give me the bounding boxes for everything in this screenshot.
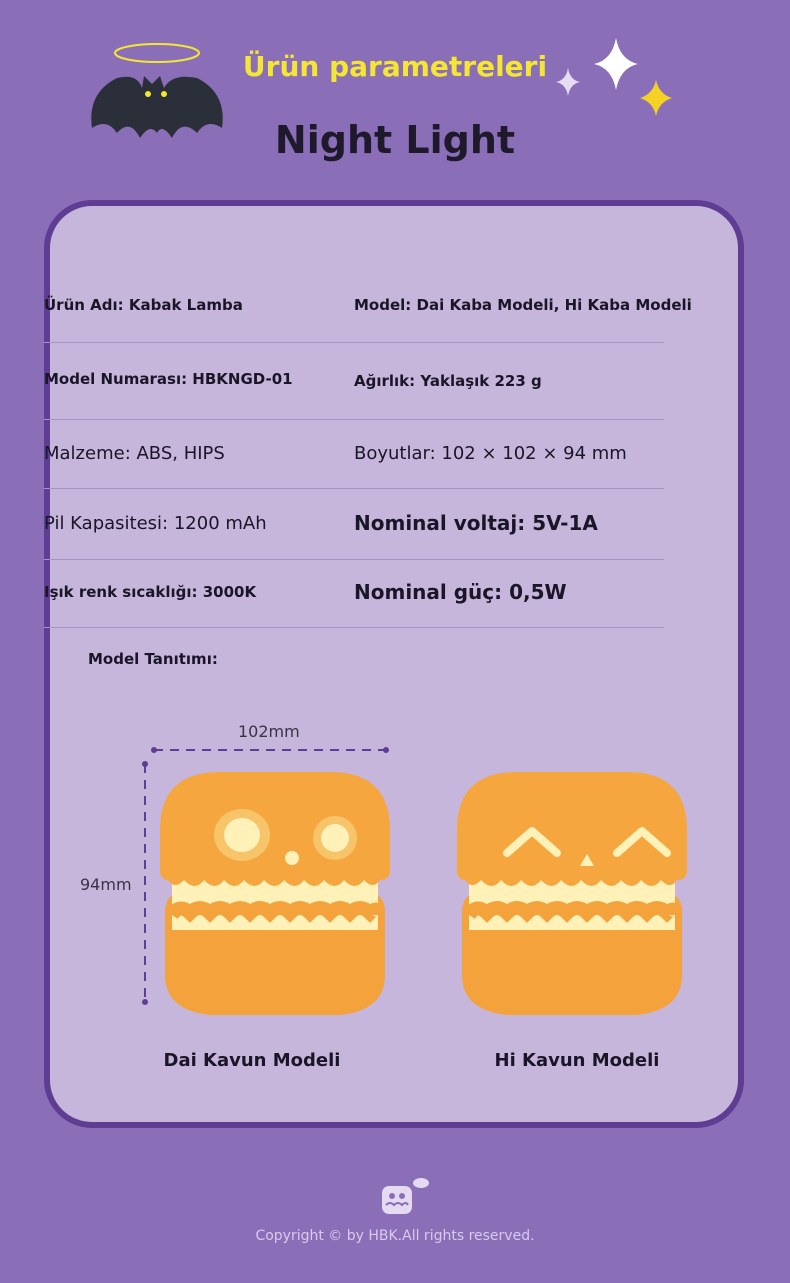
spec-color-temp: Işık renk sıcaklığı: 3000K: [44, 583, 257, 601]
spec-model: Model: Dai Kaba Modeli, Hi Kaba Modeli: [354, 296, 692, 314]
spec-row: [44, 488, 664, 560]
height-dimension-label: 94mm: [80, 875, 132, 894]
sparkles-icon: [550, 38, 680, 128]
dai-pumpkin-lamp: [160, 772, 390, 1015]
spec-material: Malzeme: ABS, HIPS: [44, 443, 225, 464]
hi-model-caption: Hi Kavun Modeli: [494, 1050, 660, 1071]
dai-model-caption: Dai Kavun Modeli: [163, 1050, 341, 1071]
page-title: Night Light: [274, 118, 516, 162]
spec-row: [44, 342, 664, 420]
spec-row: [44, 559, 664, 628]
spec-power: Nominal güç: 0,5W: [354, 580, 567, 604]
page-subtitle: Ürün parametreleri: [242, 50, 548, 83]
spec-weight: Ağırlık: Yaklaşık 223 g: [354, 372, 542, 390]
hbk-logo-icon: [378, 1176, 430, 1218]
spec-row: [44, 419, 664, 489]
spec-voltage: Nominal voltaj: 5V-1A: [354, 511, 598, 535]
spec-model-number: Model Numarası: HBKNGD-01: [44, 370, 293, 388]
width-dimension-label: 102mm: [238, 722, 300, 741]
spec-battery: Pil Kapasitesi: 1200 mAh: [44, 513, 267, 534]
hi-pumpkin-lamp: [457, 772, 687, 1015]
header: [0, 0, 790, 200]
spec-row: [44, 270, 692, 343]
spec-product-name: Ürün Adı: Kabak Lamba: [44, 296, 243, 314]
model-intro-label: Model Tanıtımı:: [88, 650, 218, 668]
lamp-illustrations: [70, 720, 710, 1030]
copyright-text: Copyright © by HBK.All rights reserved.: [255, 1228, 535, 1244]
spec-dimensions: Boyutlar: 102 × 102 × 94 mm: [354, 443, 627, 464]
